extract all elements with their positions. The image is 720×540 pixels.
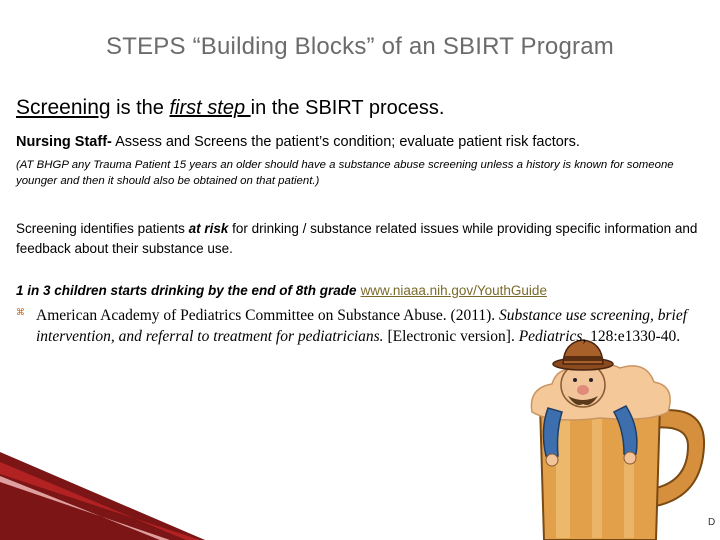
headline-middle: is the: [110, 97, 170, 119]
reference-journal: Pediatrics,: [518, 328, 587, 345]
reference-pages: 128:e1330-40.: [586, 328, 681, 345]
figure-right-hand: [624, 452, 636, 464]
slide-title: STEPS “Building Blocks” of an SBIRT Program: [106, 33, 614, 60]
identify-before: Screening identifies patients: [16, 221, 189, 236]
nursing-text: Assess and Screens the patient’s condition; evaluate patient risk factors.: [111, 134, 580, 150]
statistic-line: [16, 283, 547, 298]
headline-rest: in the SBIRT process.: [250, 97, 445, 119]
reference-citation: [36, 305, 720, 347]
youth-guide-link[interactable]: www.niaaa.nih.gov/YouthGuide: [360, 283, 547, 298]
nursing-label: Nursing Staff-: [16, 134, 112, 150]
screening-headline: [16, 96, 444, 120]
hat-band: [564, 356, 602, 361]
nursing-staff-line: [16, 134, 580, 150]
reference-bullet-icon: ⌘: [16, 307, 25, 317]
reference-version: [Electronic version].: [383, 328, 519, 345]
mug-stripe: [592, 418, 602, 538]
figure-eye: [589, 378, 593, 382]
page-mark: D: [708, 517, 716, 528]
reference-authors: American Academy of Pediatrics Committee on Substance Abuse. (2011).: [36, 307, 500, 324]
statistic-text: 1 in 3 children starts drinking by the end of 8th grade: [16, 283, 357, 298]
headline-term: Screening: [16, 96, 111, 119]
figure-eye: [573, 378, 577, 382]
identify-risk: at risk: [188, 221, 229, 236]
trauma-note: (AT BHGP any Trauma Patient 15 years an older should have a substance abuse screening unless a history is known for someone younger and then it should also be obtained on that patient.): [16, 159, 674, 187]
screening-description: [16, 219, 706, 259]
identify-after: for drinking / substance related issues while providing specific information and feedback about their substance use.: [16, 221, 698, 256]
figure-nose: [577, 385, 589, 395]
reference-title: Substance use screening, brief intervention, and referral to treatment for pediatricians.: [36, 307, 687, 345]
headline-emphasis: first step: [169, 97, 251, 119]
figure-left-hand: [546, 454, 558, 466]
